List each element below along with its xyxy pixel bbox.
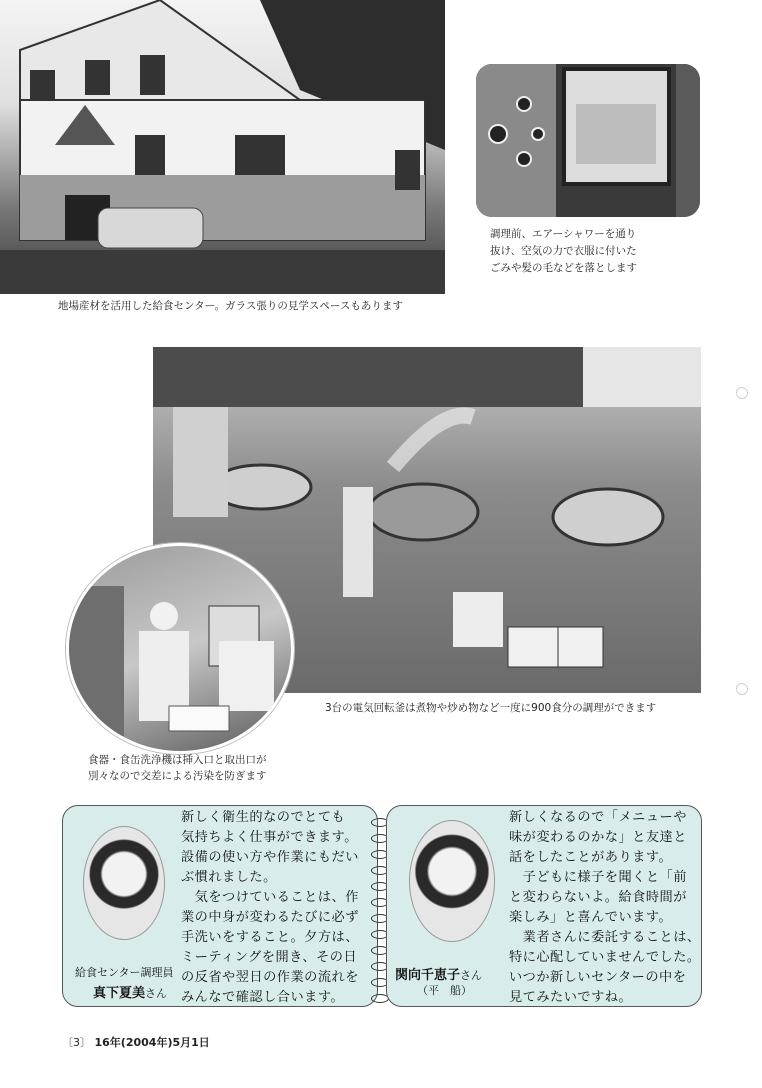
person-name-suffix: さん [145, 987, 168, 1000]
air-shower-photo [476, 64, 700, 217]
kitchen-center-exterior-photo [0, 0, 445, 294]
page-footer [62, 1034, 210, 1050]
person-name: 関向千恵子 [395, 968, 461, 983]
portrait-photo [409, 820, 495, 942]
person-name-line [93, 982, 167, 1001]
punch-hole [736, 387, 748, 399]
person-name-suffix: さん [460, 969, 483, 982]
person-place: （平 船） [417, 984, 472, 997]
punch-hole [736, 683, 748, 695]
interview-text: 新しくなるので「メニューや 味が変わるのかな」と友達と 話をしたことがあります。 子どもに様子を聞くと「前 と変わらないよ。給食時間が 楽しみ」と喜んでいます。 業者さんに委託することは、 特に心配していませんでした。 いつか新しいセンターの中を 見てみたいですね。 [509, 810, 701, 1005]
kitchen-center-exterior-caption: 地場産材を活用した給食センター。ガラス張りの見学スペースもあります [58, 300, 403, 312]
interview-card-cook [62, 805, 378, 1007]
page-number: 〔3〕 [62, 1036, 91, 1049]
dish-washer-caption: 食器・食缶洗浄機は挿入口と取出口が 別々なので交差による汚染を防ぎます [88, 754, 267, 782]
interview-card-parent [386, 805, 702, 1007]
portrait-photo [83, 826, 165, 940]
person-name-line [395, 964, 482, 983]
interview-text: 新しく衛生的なのでとても 気持ちよく仕事ができます。 設備の使い方や作業にもだい ぶ慣れました。 気をつけていることは、作 業の中身が変わるたびに必ず 手洗いをすること。夕方は、 ミーティングを開き、その日 の反省や翌日の作業の流れを みんなで確認し合います。 [181, 810, 359, 1005]
air-shower-caption: 調理前、エアーシャワーを通り 抜け、空気の力で衣服に付いた ごみや髪の毛などを落とします [490, 228, 637, 274]
cooking-kettles-caption: 3台の電気回転釜は煮物や炒め物など一度に900食分の調理ができます [325, 702, 657, 714]
issue-date: 16年(2004年)5月1日 [94, 1036, 210, 1049]
person-role: 給食センター調理員 [75, 966, 174, 979]
dish-washer-photo [66, 543, 294, 754]
person-name: 真下夏美 [93, 986, 146, 1001]
